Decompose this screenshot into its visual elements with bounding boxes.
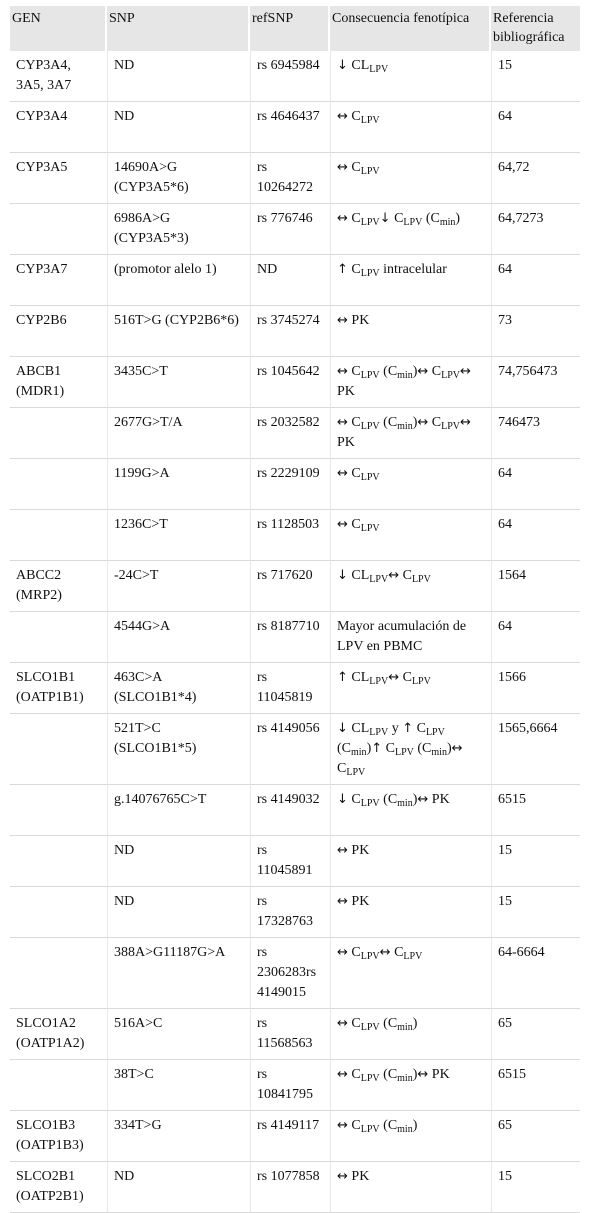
cell-referencia: 64 [491,510,580,561]
cell-refsnp: rs 4149032 [250,785,330,836]
cell-refsnp: rs 17328763 [250,887,330,938]
cell-consecuencia: ↑ $C_{LPV}$ intracelular [330,255,491,306]
cell-snp: ND [107,836,250,887]
cell-consecuencia: ↔ $C_{LPV}$ $(C_{min})\leftrightarrow$ PK [330,1060,491,1111]
header-snp: SNP [107,6,250,51]
table-row [10,153,580,204]
cell-referencia: 1566 [491,663,580,714]
cell-referencia: 15 [491,51,580,102]
cell-gen [10,836,107,887]
cell-referencia: 64,7273 [491,204,580,255]
cell-snp: 6986A>G (CYP3A5*3) [107,204,250,255]
cell-consecuencia: ↓ $CL_{LPV}$ y ↑ $C_{LPV}$ $(C_{min})↑$ $C_{LPV}$ $(C_{min})\leftrightarrow$ $C_{LPV}$ [330,714,491,785]
cell-consecuencia: ↔ PK [330,836,491,887]
cell-refsnp: rs 8187710 [250,612,330,663]
cell-referencia: 6515 [491,1060,580,1111]
table-row [10,255,580,306]
cell-consecuencia: ↔ PK [330,1162,491,1213]
cell-refsnp: rs 4149117 [250,1111,330,1162]
table-row [10,887,580,938]
cell-snp: g.14076765C>T [107,785,250,836]
cell-consecuencia: ↔ $C_{LPV}$ $(C_{min})$ [330,1009,491,1060]
table-row [10,663,580,714]
cell-gen: CYP3A4 [10,102,107,153]
table-row [10,836,580,887]
cell-consecuencia: Mayor acumulación de LPV en PBMC [330,612,491,663]
cell-gen: SLCO1B3 (OATP1B3) [10,1111,107,1162]
cell-refsnp: rs 4646437 [250,102,330,153]
cell-gen [10,459,107,510]
cell-referencia: 64-6664 [491,938,580,1009]
cell-referencia: 746473 [491,408,580,459]
cell-consecuencia: ↔ $C_{LPV}$ $(C_{min})\leftrightarrow$ $C_{LPV}\leftrightarrow$ PK [330,357,491,408]
cell-snp: 334T>G [107,1111,250,1162]
cell-referencia: 64 [491,459,580,510]
cell-snp: ND [107,102,250,153]
table-row [10,102,580,153]
cell-gen [10,887,107,938]
cell-gen: SLCO2B1 (OATP2B1) [10,1162,107,1213]
cell-consecuencia: ↔ $C_{LPV}$ [330,102,491,153]
cell-refsnp: rs 776746 [250,204,330,255]
cell-gen [10,204,107,255]
cell-consecuencia: ↔ $C_{LPV}$ $(C_{min})$ [330,1111,491,1162]
cell-gen: SLCO1A2 (OATP1A2) [10,1009,107,1060]
cell-snp: 521T>C (SLCO1B1*5) [107,714,250,785]
cell-refsnp: rs 2229109 [250,459,330,510]
cell-refsnp: rs 11045891 [250,836,330,887]
cell-consecuencia: ↔ $C_{LPV}$ [330,459,491,510]
table-row [10,785,580,836]
cell-consecuencia: ↓ $C_{LPV}$ $(C_{min})\leftrightarrow$ PK [330,785,491,836]
cell-referencia: 64 [491,102,580,153]
table-row [10,1009,580,1060]
cell-snp: (promotor alelo 1) [107,255,250,306]
cell-snp: 1199G>A [107,459,250,510]
table-row [10,357,580,408]
table-row [10,714,580,785]
table-body [10,51,580,1213]
cell-snp: ND [107,51,250,102]
table-header [10,6,580,51]
table-row [10,204,580,255]
cell-snp: 463C>A (SLCO1B1*4) [107,663,250,714]
cell-gen: CYP2B6 [10,306,107,357]
cell-referencia: 65 [491,1111,580,1162]
cell-refsnp: rs 10264272 [250,153,330,204]
cell-referencia: 15 [491,1162,580,1213]
cell-gen [10,408,107,459]
cell-referencia: 1565,6664 [491,714,580,785]
cell-referencia: 73 [491,306,580,357]
cell-snp: 4544G>A [107,612,250,663]
cell-refsnp: rs 1128503 [250,510,330,561]
cell-refsnp: rs 1077858 [250,1162,330,1213]
cell-refsnp: rs 6945984 [250,51,330,102]
cell-referencia: 1564 [491,561,580,612]
table-row [10,306,580,357]
header-referencia: Referencia bibliográfica [491,6,580,51]
cell-consecuencia: ↔ PK [330,887,491,938]
table-row [10,510,580,561]
header-refsnp: refSNP [250,6,330,51]
table-row [10,408,580,459]
cell-referencia: 64 [491,255,580,306]
cell-refsnp: rs 11045819 [250,663,330,714]
cell-consecuencia: ↔ $C_{LPV}↓$ $C_{LPV}$ $(C_{min})$ [330,204,491,255]
cell-gen: CYP3A4, 3A5, 3A7 [10,51,107,102]
cell-snp: 14690A>G (CYP3A5*6) [107,153,250,204]
cell-snp: 516T>G (CYP2B6*6) [107,306,250,357]
header-gen: GEN [10,6,107,51]
cell-snp: 38T>C [107,1060,250,1111]
cell-refsnp: rs 2306283rs 4149015 [250,938,330,1009]
cell-snp: ND [107,887,250,938]
cell-consecuencia: ↔ $C_{LPV}$ [330,153,491,204]
cell-gen: SLCO1B1 (OATP1B1) [10,663,107,714]
cell-refsnp: rs 4149056 [250,714,330,785]
cell-refsnp: rs 3745274 [250,306,330,357]
table-row [10,51,580,102]
cell-referencia: 6515 [491,785,580,836]
cell-snp: 2677G>T/A [107,408,250,459]
cell-snp: 3435C>T [107,357,250,408]
table-row [10,1162,580,1213]
cell-refsnp: ND [250,255,330,306]
cell-referencia: 74,756473 [491,357,580,408]
table-row [10,938,580,1009]
cell-gen: ABCB1 (MDR1) [10,357,107,408]
cell-consecuencia: ↓ $CL_{LPV}\leftrightarrow$ $C_{LPV}$ [330,561,491,612]
cell-gen [10,510,107,561]
table-row [10,1111,580,1162]
cell-refsnp: rs 10841795 [250,1060,330,1111]
cell-gen [10,785,107,836]
cell-referencia: 65 [491,1009,580,1060]
cell-referencia: 15 [491,887,580,938]
cell-consecuencia: ↔ $C_{LPV}\leftrightarrow$ $C_{LPV}$ [330,938,491,1009]
header-consecuencia: Consecuencia fenotípica [330,6,491,51]
cell-snp: 516A>C [107,1009,250,1060]
table-row [10,561,580,612]
cell-referencia: 15 [491,836,580,887]
cell-snp: 1236C>T [107,510,250,561]
cell-gen [10,938,107,1009]
cell-refsnp: rs 717620 [250,561,330,612]
table-row [10,459,580,510]
cell-consecuencia: ↔ $C_{LPV}$ $(C_{min})\leftrightarrow$ $C_{LPV}\leftrightarrow$ PK [330,408,491,459]
cell-gen [10,714,107,785]
cell-refsnp: rs 1045642 [250,357,330,408]
cell-snp: 388A>G11187G>A [107,938,250,1009]
cell-snp: ND [107,1162,250,1213]
table-row [10,612,580,663]
pharmacogenetics-table-container [10,6,580,1213]
cell-gen [10,612,107,663]
cell-consecuencia: ↑ $CL_{LPV}\leftrightarrow$ $C_{LPV}$ [330,663,491,714]
cell-referencia: 64,72 [491,153,580,204]
cell-consecuencia: ↔ $C_{LPV}$ [330,510,491,561]
cell-refsnp: rs 2032582 [250,408,330,459]
cell-consecuencia: ↔ PK [330,306,491,357]
table-row [10,1060,580,1111]
cell-consecuencia: ↓ $CL_{LPV}$ [330,51,491,102]
cell-gen: CYP3A7 [10,255,107,306]
cell-snp: -24C>T [107,561,250,612]
cell-gen [10,1060,107,1111]
pharmacogenetics-table [10,6,580,1213]
cell-gen: CYP3A5 [10,153,107,204]
cell-refsnp: rs 11568563 [250,1009,330,1060]
cell-gen: ABCC2 (MRP2) [10,561,107,612]
cell-referencia: 64 [491,612,580,663]
